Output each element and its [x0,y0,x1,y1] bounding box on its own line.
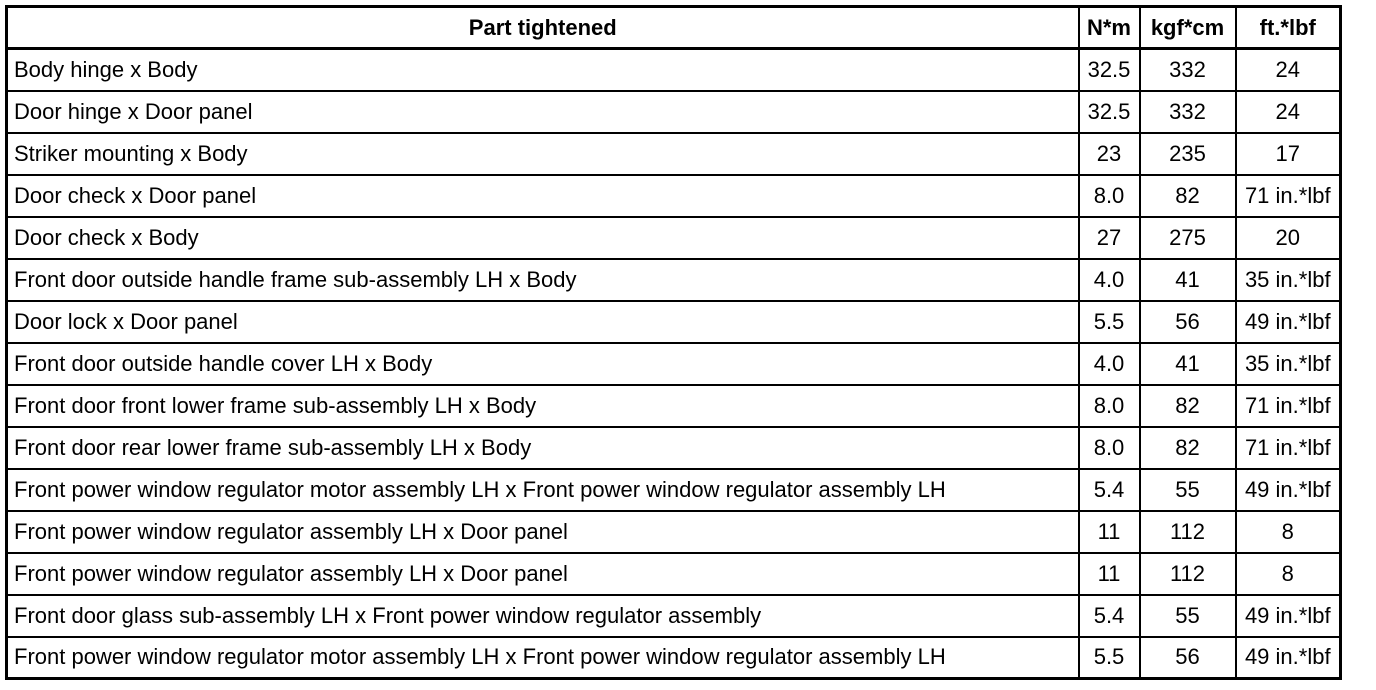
header-nm: N*m [1079,7,1140,49]
cell-nm: 8.0 [1079,385,1140,427]
cell-nm: 27 [1079,217,1140,259]
table-header-row [7,7,1341,49]
cell-nm: 8.0 [1079,427,1140,469]
table-row [7,49,1341,91]
cell-ft-lbf: 20 [1236,217,1341,259]
cell-kgf-cm: 235 [1140,133,1236,175]
table-row [7,91,1341,133]
cell-kgf-cm: 41 [1140,343,1236,385]
header-kgf-cm: kgf*cm [1140,7,1236,49]
cell-kgf-cm: 82 [1140,175,1236,217]
cell-ft-lbf: 35 in.*lbf [1236,259,1341,301]
cell-part: Front door outside handle frame sub-assembly LH x Body [7,259,1079,301]
cell-ft-lbf: 24 [1236,49,1341,91]
cell-kgf-cm: 41 [1140,259,1236,301]
cell-kgf-cm: 82 [1140,385,1236,427]
cell-ft-lbf: 8 [1236,511,1341,553]
cell-ft-lbf: 8 [1236,553,1341,595]
cell-kgf-cm: 332 [1140,91,1236,133]
cell-nm: 23 [1079,133,1140,175]
table-row [7,385,1341,427]
cell-ft-lbf: 71 in.*lbf [1236,175,1341,217]
cell-nm: 11 [1079,553,1140,595]
cell-nm: 5.5 [1079,637,1140,679]
header-part-tightened: Part tightened [7,7,1079,49]
torque-spec-table-wrapper [5,5,1342,680]
table-row [7,259,1341,301]
cell-nm: 8.0 [1079,175,1140,217]
table-row [7,553,1341,595]
cell-part: Body hinge x Body [7,49,1079,91]
table-row [7,427,1341,469]
cell-part: Front power window regulator assembly LH x Door panel [7,553,1079,595]
cell-kgf-cm: 112 [1140,553,1236,595]
cell-ft-lbf: 71 in.*lbf [1236,385,1341,427]
table-row [7,175,1341,217]
cell-nm: 11 [1079,511,1140,553]
cell-kgf-cm: 56 [1140,301,1236,343]
table-row [7,217,1341,259]
cell-ft-lbf: 49 in.*lbf [1236,301,1341,343]
cell-nm: 4.0 [1079,343,1140,385]
cell-ft-lbf: 17 [1236,133,1341,175]
table-row [7,343,1341,385]
cell-part: Front door front lower frame sub-assembly LH x Body [7,385,1079,427]
cell-ft-lbf: 24 [1236,91,1341,133]
cell-kgf-cm: 82 [1140,427,1236,469]
header-ft-lbf: ft.*lbf [1236,7,1341,49]
torque-spec-table [5,5,1342,680]
table-row [7,637,1341,679]
cell-part: Front door outside handle cover LH x Body [7,343,1079,385]
cell-kgf-cm: 275 [1140,217,1236,259]
cell-part: Front power window regulator motor assembly LH x Front power window regulator assembly LH [7,637,1079,679]
table-row [7,469,1341,511]
cell-nm: 4.0 [1079,259,1140,301]
cell-ft-lbf: 49 in.*lbf [1236,595,1341,637]
table-row [7,511,1341,553]
cell-kgf-cm: 56 [1140,637,1236,679]
cell-ft-lbf: 49 in.*lbf [1236,637,1341,679]
table-row [7,133,1341,175]
cell-kgf-cm: 55 [1140,469,1236,511]
cell-kgf-cm: 332 [1140,49,1236,91]
cell-part: Door lock x Door panel [7,301,1079,343]
cell-nm: 5.4 [1079,595,1140,637]
cell-ft-lbf: 49 in.*lbf [1236,469,1341,511]
cell-ft-lbf: 71 in.*lbf [1236,427,1341,469]
cell-part: Front door glass sub-assembly LH x Front power window regulator assembly [7,595,1079,637]
cell-part: Door check x Body [7,217,1079,259]
cell-part: Front power window regulator motor assembly LH x Front power window regulator assembly LH [7,469,1079,511]
cell-kgf-cm: 55 [1140,595,1236,637]
cell-nm: 32.5 [1079,49,1140,91]
cell-part: Front door rear lower frame sub-assembly LH x Body [7,427,1079,469]
cell-part: Front power window regulator assembly LH x Door panel [7,511,1079,553]
cell-ft-lbf: 35 in.*lbf [1236,343,1341,385]
cell-kgf-cm: 112 [1140,511,1236,553]
cell-part: Door check x Door panel [7,175,1079,217]
table-row [7,595,1341,637]
cell-nm: 32.5 [1079,91,1140,133]
cell-part: Striker mounting x Body [7,133,1079,175]
table-row [7,301,1341,343]
cell-nm: 5.5 [1079,301,1140,343]
cell-part: Door hinge x Door panel [7,91,1079,133]
cell-nm: 5.4 [1079,469,1140,511]
